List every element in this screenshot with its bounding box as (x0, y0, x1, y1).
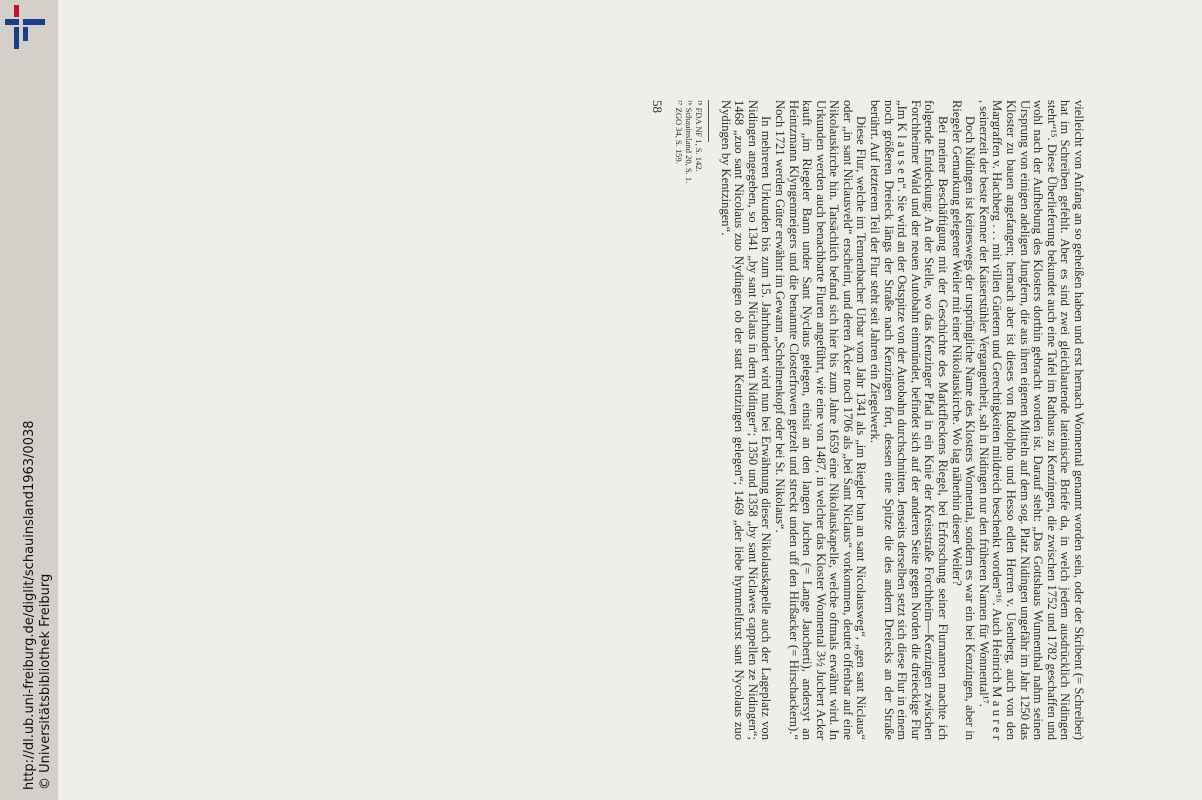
footnote-divider (708, 100, 709, 142)
footnote-16: ¹⁶ Schauinsland 20, S. 1. (683, 100, 694, 184)
footnote-15: ¹⁵ FDA NF 1, S. 142. (693, 100, 704, 172)
library-logo-icon (5, 5, 45, 49)
footnote-17: ¹⁷ ZGO 34, S. 159. (673, 100, 684, 164)
copyright-notice: © Universitätsbibliothek Freiburg (38, 573, 53, 790)
paragraph-5: In mehreren Urkunden bis zum 15. Jahrhundert wird nun bei Erwähnung dieser Nikolauskapelle auch der Lageplatz von Nidingen angegeben, so 1341 „by sant Niclaus in dem Nidinger“; 1350 und 1358 „by sant Niclawes cappellen ze Nidingen“; 1468 „zuo sant Nicolaus zuo Nydingen ob der statt Kentzingen gelegen“; 1469 „der liebe hymmelfurst sant Nycolaus zuo Nydingen by Kentzingen“. (718, 100, 774, 740)
source-info (22, 370, 54, 790)
source-url[interactable]: http://dl.ub.uni-freiburg.de/diglit/schauinsland1963/0038 (22, 420, 37, 790)
footnotes (674, 100, 704, 740)
paragraph-4: Diese Flur, welche im Tennenbacher Urbar vom Jahr 1341 als „im Riegler ban an sant Nicolausweg“, „gen sant Niclaus“ oder „in sant Niclausveld“ erscheint, und deren Äcker noch 1706 als „bei Sant Niclaus“ vorkommen, deutet offenbar auf eine Nikolauskirche hin. Tatsächlich befand sich hier bis zum Jahre 1659 eine Nikolauskapelle, welche oftmals erwähnt wird. In Urkunden werden auch benachbarte Fluren angeführt, wie eine von 1487, in welcher das Kloster Wonnental 3½ Juchert Acker kauft „im Riegeler Bann under Sant Nyclaus gelegen, einsit an den langen Juchen (= Lange Jaucherti), andersyt an Heintzmann Klyngenmeigers und die benannte Closterfrowen getzelt und streckt unden uff den Hirßacker (= Hirschackern).“ Noch 1721 werden Güter erwähnt im Gewann „Schelmenkopf oder bei St. Nikolaus“. (772, 100, 869, 740)
paragraph-2: Doch Nidingen ist keineswegs der ursprüngliche Name des Klosters Wonnental, sondern es war ein bei Kenzingen, aber in Riegeler Gemarkung gelegener Weiler mit einer Nikolauskirche. Wo lag näherhin dieser Weiler? (949, 100, 978, 740)
page-text (145, 100, 1085, 740)
page-number: 58 (649, 100, 665, 113)
paragraph-3: Bei meiner Beschäftigung mit der Geschichte des Marktfleckens Riegel, bei Erforschung seiner Flurnamen machte ich folgende Entdeckung: An der Stelle, wo das Kenzinger Pfad in ein Knie der Kreisstraße Forchheim—Kenzingen zwischen Forchheimer Wald und der neuen Autobahn einmündet, befindet sich auf der anderen Seite gegen Norden die dreieckige Flur „Im K l a u s e n“. Sie wird an der Ostspitze von der Autobahn durchschnitten. Jenseits derselben setzt sich diese Flur in einem noch größeren Dreieck längs der Straße nach Kenzingen fort, dessen eine Spitze die des andern Dreiecks an der Straße berührt. Auf letzterem Teil der Flur steht seit Jahren ein Ziegelwerk. (868, 100, 951, 740)
paragraph-1: vielleicht von Anfang an so geheißen haben und erst hernach Wonnental genannt worden sein, oder der Skribent (= Schreiber) hat im Schreiben gefehlt. Aber es sind zwei gleichlautende lateinische Briefe da, in welch jedem ausdrücklich Nidingen steht“¹⁵. Diese Überlieferung bekundet auch eine Tafel im Rathaus zu Kenzingen, die zwischen 1752 und 1782 geschaffen und wohl nach der Aufhebung des Klosters dorthin gebracht worden ist. Darauf steht: „Das Gottshaus Wunnenthal nahm seinen Ursprung von einigen adeligen Jungfern, die aus ihren eigenen Mitteln auf dem sog. Platz Nidingen ungefähr im Jahr 1250 das Kloster zu bauen angefangen; hernach aber ist dieses von Rudolpho und Hesso edlen Herren v. Usenberg, auch von den Margraffen v. Hachberg . . . mit villen Güetern und Gerechtigkeiten mildreich beschenkt worden“¹⁶. Auch Heinrich M a u r e r , seinerzeit der beste Kenner der Kaiserstühler Vergangenheit, sah in Nidingen nur den früheren Namen für Wonnental¹⁷. (976, 100, 1086, 740)
